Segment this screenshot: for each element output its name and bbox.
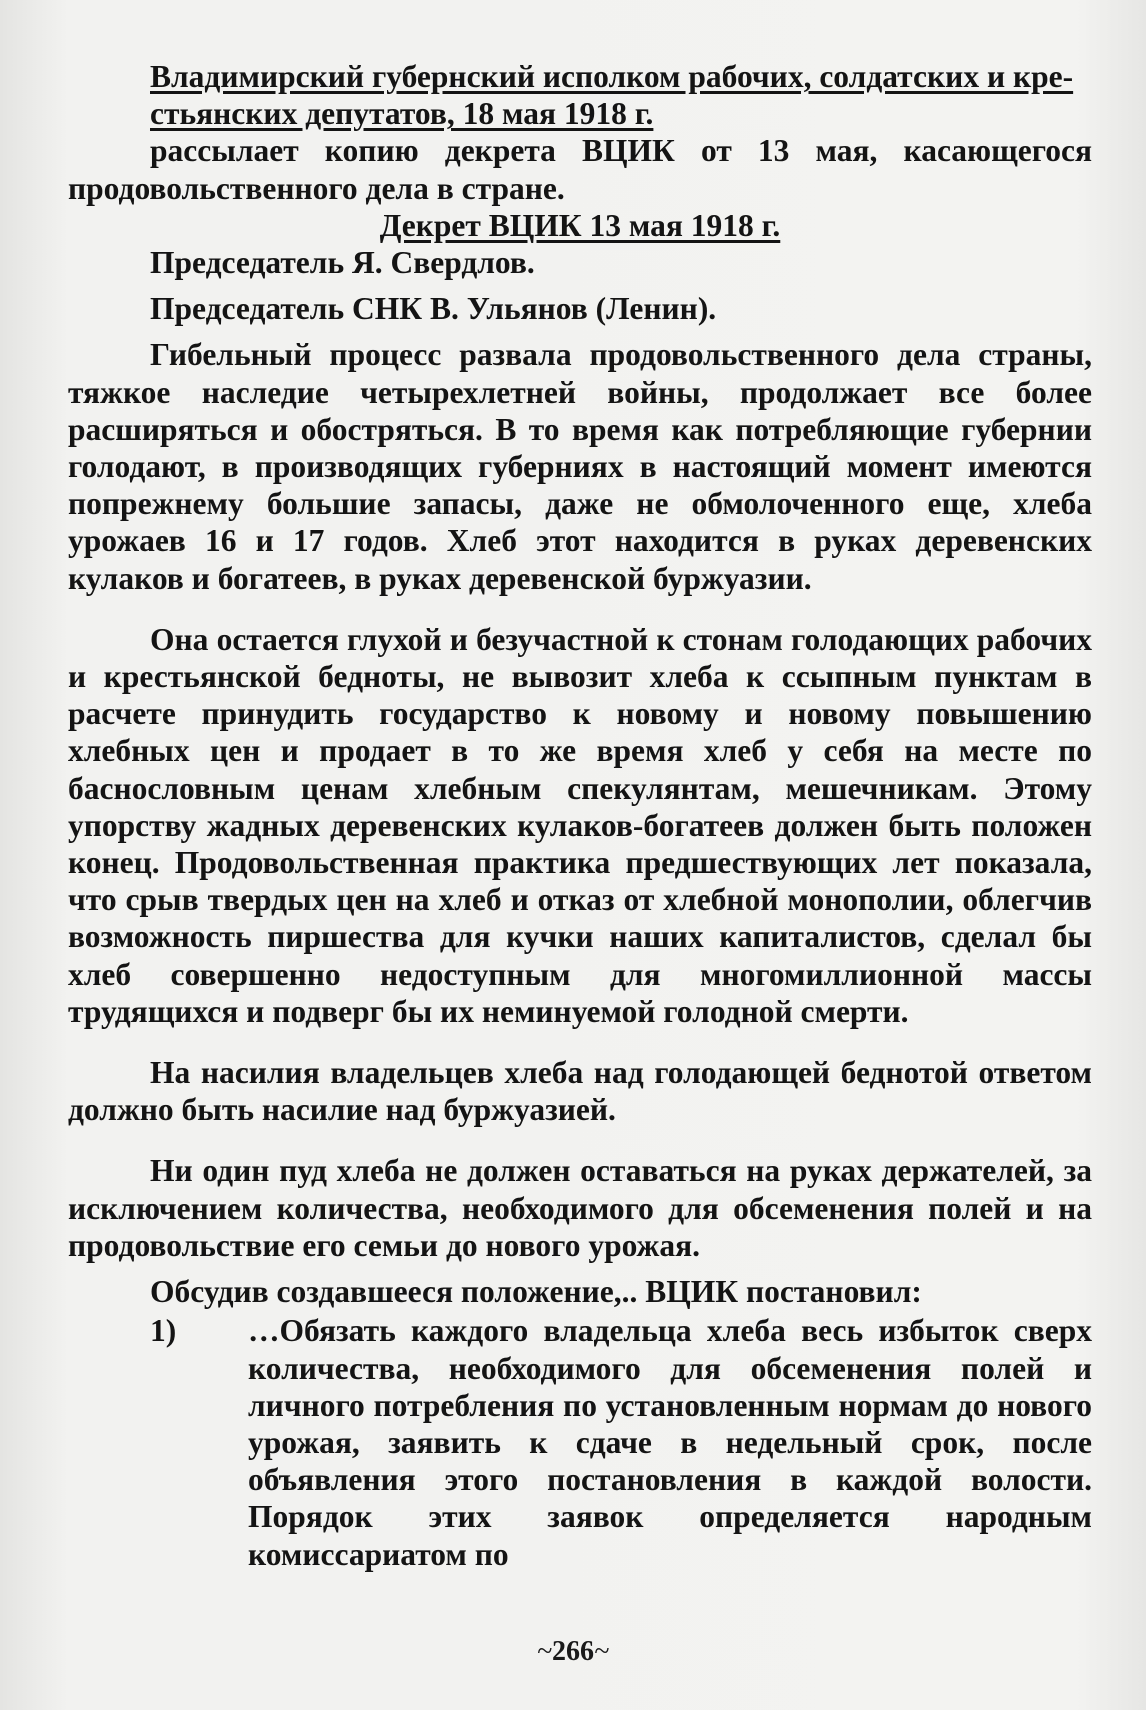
page-number: ~266~ [536, 1636, 610, 1667]
paragraph-5: Обсудив создавшееся положение,.. ВЦИК постановил: [150, 1274, 922, 1310]
paragraph-3: На насилия владельцев хлеба над голодающей беднотой ответом должно быть насилие над буржуазией. [68, 1055, 1092, 1128]
decree-point-1 [68, 1312, 1092, 1572]
paragraph-4: Ни один пуд хлеба не должен оставаться на руках держателей, за исключением количества, необходимого для обсеменения полей и на продовольствие его семьи до нового урожая. [68, 1153, 1092, 1263]
header-line-1: Владимирский губернский исполком рабочих, солдатских и кре- [150, 59, 1074, 94]
document-header [150, 58, 1092, 132]
decree-title: Декрет ВЦИК 13 мая 1918 г. [379, 207, 781, 243]
intro-paragraph: рассылает копию декрета ВЦИК от 13 мая, касающегося продовольственного дела в стране. [68, 133, 1092, 206]
header-line-2: стьянских депутатов, 18 мая 1918 г. [150, 96, 654, 132]
decree-point-number: 1) [150, 1313, 177, 1349]
paragraph-2: Она остается глухой и безучастной к стонам голодающих рабочих и крестьянской бедноты, не вывозит хлеба к ссыпным пунктам в расчете принудить государство к новому и новому повышению хлебных цен и продает в то же время хлеб у себя на месте по баснословным ценам хлебным спекулянтам, мешечникам. Этому упорству жадных деревенских кулаков-богатеев должен быть положен конец. Продовольственная практика предшествующих лет показала, что срыв твердых цен на хлеб и отказ от хлебной монополии, облегчив возможность пиршества для кучки наших капиталистов, сделал бы хлеб совершенно недоступным для многомиллионной массы трудящихся и подверг бы их неминуемой голодной смерти. [68, 621, 1092, 1029]
decree-point-text: …Обязать каждого владельца хлеба весь избыток сверх количества, необходимого для обсеменения полей и личного потребления по установленным нормам до нового урожая, заявить к сдаче в недельный срок, после объявления этого постановления в каждой волости. Порядок этих заявок определяется народным комиссариатом по [248, 1313, 1092, 1572]
page-number-ornament-left-icon: ~ [536, 1636, 552, 1667]
document-text [68, 58, 1092, 1573]
signatory-sverdlov: Председатель Я. Свердлов. [150, 245, 535, 281]
signatory-lenin: Председатель СНК В. Ульянов (Ленин). [150, 291, 717, 327]
paragraph-1: Гибельный процесс развала продовольственного дела страны, тяжкое наследие четырехлетней войны, продолжает все более расширяться и обостряться. В то время как потребляющие губернии голодают, в производящих губерниях в настоящий момент имеются попрежнему большие запасы, даже не обмолоченного еще, хлеба урожаев 16 и 17 годов. Хлеб этот находится в руках деревенских кулаков и богатеев, в руках деревенской буржуазии. [68, 337, 1092, 596]
page-number-ornament-right-icon: ~ [594, 1636, 610, 1667]
